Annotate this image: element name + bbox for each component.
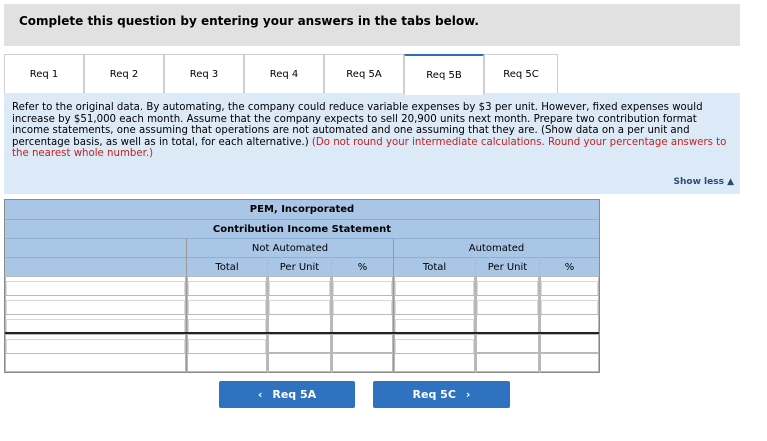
col-header-percent-automated: %: [540, 257, 599, 276]
chevron-right-icon: ›: [465, 388, 471, 401]
input-cell[interactable]: [394, 295, 475, 314]
col-header-per-unit-automated: Per Unit: [476, 257, 539, 276]
static-cell: [540, 314, 599, 333]
col-header-per-unit-not-automated: Per Unit: [268, 257, 331, 276]
input-cell[interactable]: [187, 314, 267, 333]
chevron-left-icon: ‹: [257, 388, 263, 401]
static-cell: [540, 334, 599, 353]
static-cell: [332, 334, 393, 353]
tab-req-5a[interactable]: Req 5A: [324, 54, 404, 94]
col-header-total-not-automated: Total: [187, 257, 267, 276]
static-cell: [187, 353, 267, 372]
input-cell[interactable]: [332, 276, 393, 295]
income-statement: [4, 199, 600, 373]
input-cell[interactable]: [187, 276, 267, 295]
input-cell[interactable]: [187, 295, 267, 314]
blank-column-header: [5, 257, 186, 276]
static-cell: [268, 314, 331, 333]
tab-req-5b[interactable]: Req 5B: [404, 54, 484, 95]
statement-title: Contribution Income Statement: [5, 219, 599, 238]
row-label-cell[interactable]: [5, 295, 186, 314]
input-cell[interactable]: [268, 295, 331, 314]
question-text: [12, 102, 734, 160]
row-label-cell[interactable]: [5, 334, 186, 353]
static-cell: [394, 353, 475, 372]
static-cell: [332, 314, 393, 333]
row-label-header: [5, 238, 186, 257]
not-automated-header: Not Automated: [187, 238, 393, 257]
company-name: PEM, Incorporated: [5, 200, 599, 219]
next-button-label: Req 5C: [412, 388, 456, 401]
col-header-total-automated: Total: [394, 257, 475, 276]
input-cell[interactable]: [476, 295, 539, 314]
triangle-up-icon: ▲: [727, 177, 734, 187]
static-cell: [476, 353, 539, 372]
input-cell[interactable]: [394, 276, 475, 295]
question-body: Refer to the original data. By automating, the company could reduce variable expenses by $3 per unit. However, fixed expenses would increase by $51,000 each month. Assume that the company expects to sell 20,900 units next month. Prepare two contribution format income statements, one assuming that operations are not automated and one assuming that they are. (Show data on a per unit and percentage basis, as well as in total, for each alternative.): [12, 102, 703, 148]
show-less-link[interactable]: [674, 177, 735, 187]
rounding-note: (Do not round your intermediate calculations. Round your percentage answers to the nearest whole number.): [12, 136, 727, 160]
question-panel: [4, 93, 740, 194]
tab-req-3[interactable]: Req 3: [164, 54, 244, 94]
input-cell[interactable]: [268, 276, 331, 295]
static-cell: [5, 353, 186, 372]
input-cell[interactable]: [476, 276, 539, 295]
show-less-label: Show less: [673, 177, 724, 187]
tab-req-1[interactable]: Req 1: [4, 54, 84, 94]
input-cell[interactable]: [394, 314, 475, 333]
input-cell[interactable]: [540, 295, 599, 314]
tab-req-2[interactable]: Req 2: [84, 54, 164, 94]
input-cell[interactable]: [187, 334, 267, 353]
input-cell[interactable]: [394, 334, 475, 353]
automated-header: Automated: [394, 238, 599, 257]
instructions-bar: [4, 4, 740, 46]
static-cell: [476, 314, 539, 333]
static-cell: [268, 353, 331, 372]
tab-req-5c[interactable]: Req 5C: [484, 54, 558, 94]
static-cell: [332, 353, 393, 372]
row-label-cell[interactable]: [5, 314, 186, 333]
tab-req-4[interactable]: Req 4: [244, 54, 324, 94]
col-header-percent-not-automated: %: [332, 257, 393, 276]
input-cell[interactable]: [332, 295, 393, 314]
input-cell[interactable]: [540, 276, 599, 295]
next-req-5c-button[interactable]: [373, 381, 510, 408]
prev-req-5a-button[interactable]: [219, 381, 355, 408]
static-cell: [540, 353, 599, 372]
prev-button-label: Req 5A: [272, 388, 317, 401]
static-cell: [268, 334, 331, 353]
row-label-cell[interactable]: [5, 276, 186, 295]
static-cell: [476, 334, 539, 353]
instructions-text: Complete this question by entering your answers in the tabs below.: [19, 14, 479, 28]
